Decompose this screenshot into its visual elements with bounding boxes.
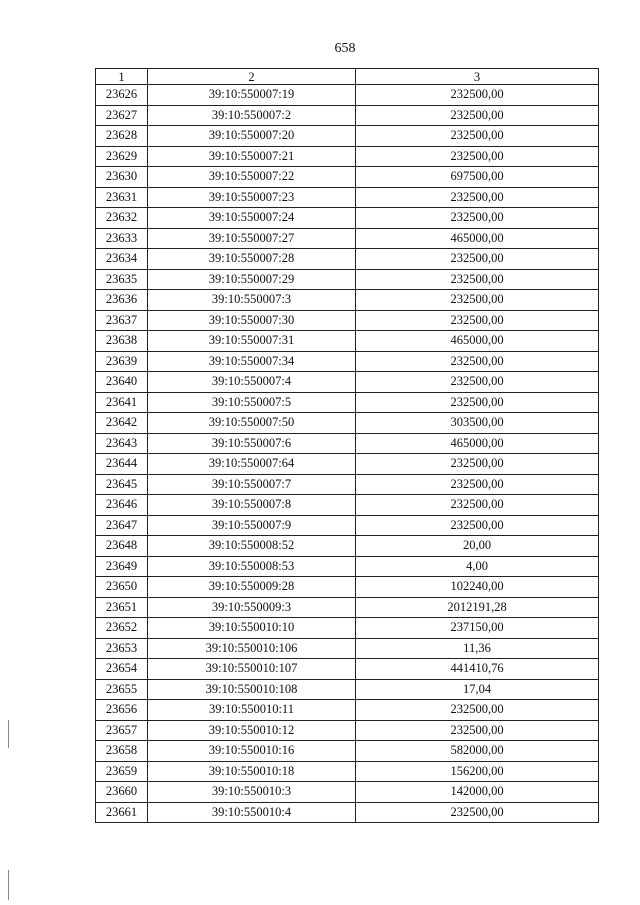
value-cell: 232500,00 xyxy=(356,474,599,495)
table-row xyxy=(96,474,599,495)
cadastral-number-cell: 39:10:550007:50 xyxy=(148,413,356,434)
cadastral-number-cell: 39:10:550007:3 xyxy=(148,290,356,311)
cadastral-number-cell: 39:10:550007:28 xyxy=(148,249,356,270)
table-row xyxy=(96,597,599,618)
row-number-cell: 23659 xyxy=(96,761,148,782)
cadastral-number-cell: 39:10:550010:106 xyxy=(148,638,356,659)
row-number-cell: 23637 xyxy=(96,310,148,331)
cadastral-number-cell: 39:10:550010:11 xyxy=(148,700,356,721)
row-number-cell: 23634 xyxy=(96,249,148,270)
value-cell: 232500,00 xyxy=(356,454,599,475)
column-header-1: 1 xyxy=(96,69,148,85)
table-row xyxy=(96,638,599,659)
cadastral-number-cell: 39:10:550007:22 xyxy=(148,167,356,188)
value-cell: 232500,00 xyxy=(356,208,599,229)
value-cell: 232500,00 xyxy=(356,249,599,270)
cadastral-number-cell: 39:10:550007:6 xyxy=(148,433,356,454)
table-row xyxy=(96,146,599,167)
table-row xyxy=(96,577,599,598)
cadastral-number-cell: 39:10:550010:16 xyxy=(148,741,356,762)
table-row xyxy=(96,208,599,229)
value-cell: 17,04 xyxy=(356,679,599,700)
row-number-cell: 23652 xyxy=(96,618,148,639)
cadastral-number-cell: 39:10:550010:10 xyxy=(148,618,356,639)
row-number-cell: 23627 xyxy=(96,105,148,126)
table-row xyxy=(96,433,599,454)
cadastral-number-cell: 39:10:550007:23 xyxy=(148,187,356,208)
row-number-cell: 23649 xyxy=(96,556,148,577)
table-row xyxy=(96,392,599,413)
table-row xyxy=(96,126,599,147)
row-number-cell: 23654 xyxy=(96,659,148,680)
value-cell: 237150,00 xyxy=(356,618,599,639)
row-number-cell: 23653 xyxy=(96,638,148,659)
table-row xyxy=(96,741,599,762)
cadastral-number-cell: 39:10:550010:4 xyxy=(148,802,356,823)
row-number-cell: 23635 xyxy=(96,269,148,290)
cadastral-number-cell: 39:10:550009:28 xyxy=(148,577,356,598)
cadastral-number-cell: 39:10:550007:24 xyxy=(148,208,356,229)
column-header-3: 3 xyxy=(356,69,599,85)
cadastral-number-cell: 39:10:550010:12 xyxy=(148,720,356,741)
value-cell: 232500,00 xyxy=(356,700,599,721)
value-cell: 232500,00 xyxy=(356,105,599,126)
cadastral-number-cell: 39:10:550007:27 xyxy=(148,228,356,249)
row-number-cell: 23632 xyxy=(96,208,148,229)
value-cell: 465000,00 xyxy=(356,331,599,352)
value-cell: 441410,76 xyxy=(356,659,599,680)
value-cell: 232500,00 xyxy=(356,290,599,311)
cadastral-number-cell: 39:10:550007:21 xyxy=(148,146,356,167)
value-cell: 20,00 xyxy=(356,536,599,557)
row-number-cell: 23636 xyxy=(96,290,148,311)
cadastral-number-cell: 39:10:550007:7 xyxy=(148,474,356,495)
value-cell: 102240,00 xyxy=(356,577,599,598)
value-cell: 232500,00 xyxy=(356,146,599,167)
row-number-cell: 23626 xyxy=(96,85,148,106)
row-number-cell: 23638 xyxy=(96,331,148,352)
cadastral-number-cell: 39:10:550007:30 xyxy=(148,310,356,331)
value-cell: 582000,00 xyxy=(356,741,599,762)
value-cell: 232500,00 xyxy=(356,310,599,331)
table-row xyxy=(96,536,599,557)
value-cell: 465000,00 xyxy=(356,433,599,454)
table-row xyxy=(96,167,599,188)
table-row xyxy=(96,515,599,536)
registry-table xyxy=(95,68,599,823)
table-row xyxy=(96,700,599,721)
table-row xyxy=(96,556,599,577)
cadastral-number-cell: 39:10:550008:53 xyxy=(148,556,356,577)
table-row xyxy=(96,720,599,741)
row-number-cell: 23661 xyxy=(96,802,148,823)
cadastral-number-cell: 39:10:550007:29 xyxy=(148,269,356,290)
table-row xyxy=(96,331,599,352)
table-row xyxy=(96,228,599,249)
value-cell: 232500,00 xyxy=(356,802,599,823)
row-number-cell: 23645 xyxy=(96,474,148,495)
value-cell: 232500,00 xyxy=(356,187,599,208)
table-row xyxy=(96,187,599,208)
page-number: 658 xyxy=(334,41,356,56)
table-row xyxy=(96,249,599,270)
table-row xyxy=(96,413,599,434)
row-number-cell: 23640 xyxy=(96,372,148,393)
table-row xyxy=(96,802,599,823)
row-number-cell: 23642 xyxy=(96,413,148,434)
row-number-cell: 23631 xyxy=(96,187,148,208)
table-row xyxy=(96,85,599,106)
row-number-cell: 23658 xyxy=(96,741,148,762)
table-row xyxy=(96,269,599,290)
table-header-row xyxy=(96,69,599,85)
cadastral-number-cell: 39:10:550007:64 xyxy=(148,454,356,475)
cadastral-number-cell: 39:10:550007:8 xyxy=(148,495,356,516)
value-cell: 232500,00 xyxy=(356,372,599,393)
value-cell: 2012191,28 xyxy=(356,597,599,618)
value-cell: 232500,00 xyxy=(356,85,599,106)
row-number-cell: 23629 xyxy=(96,146,148,167)
row-number-cell: 23655 xyxy=(96,679,148,700)
value-cell: 303500,00 xyxy=(356,413,599,434)
table-row xyxy=(96,659,599,680)
value-cell: 465000,00 xyxy=(356,228,599,249)
table-row xyxy=(96,351,599,372)
value-cell: 232500,00 xyxy=(356,351,599,372)
cadastral-number-cell: 39:10:550007:9 xyxy=(148,515,356,536)
table-row xyxy=(96,372,599,393)
table-row xyxy=(96,679,599,700)
value-cell: 156200,00 xyxy=(356,761,599,782)
value-cell: 232500,00 xyxy=(356,495,599,516)
table-row xyxy=(96,290,599,311)
table-row xyxy=(96,782,599,803)
table-row xyxy=(96,310,599,331)
row-number-cell: 23648 xyxy=(96,536,148,557)
value-cell: 232500,00 xyxy=(356,720,599,741)
row-number-cell: 23651 xyxy=(96,597,148,618)
cadastral-number-cell: 39:10:550007:5 xyxy=(148,392,356,413)
row-number-cell: 23657 xyxy=(96,720,148,741)
table-row xyxy=(96,105,599,126)
row-number-cell: 23656 xyxy=(96,700,148,721)
row-number-cell: 23639 xyxy=(96,351,148,372)
table-row xyxy=(96,618,599,639)
cadastral-number-cell: 39:10:550010:18 xyxy=(148,761,356,782)
row-number-cell: 23644 xyxy=(96,454,148,475)
table-row xyxy=(96,761,599,782)
table-row xyxy=(96,495,599,516)
value-cell: 142000,00 xyxy=(356,782,599,803)
row-number-cell: 23643 xyxy=(96,433,148,454)
margin-mark xyxy=(8,870,9,900)
value-cell: 4,00 xyxy=(356,556,599,577)
value-cell: 232500,00 xyxy=(356,515,599,536)
cadastral-number-cell: 39:10:550009:3 xyxy=(148,597,356,618)
cadastral-number-cell: 39:10:550010:107 xyxy=(148,659,356,680)
row-number-cell: 23633 xyxy=(96,228,148,249)
row-number-cell: 23660 xyxy=(96,782,148,803)
cadastral-number-cell: 39:10:550007:19 xyxy=(148,85,356,106)
value-cell: 697500,00 xyxy=(356,167,599,188)
cadastral-number-cell: 39:10:550007:20 xyxy=(148,126,356,147)
value-cell: 232500,00 xyxy=(356,269,599,290)
cadastral-number-cell: 39:10:550007:34 xyxy=(148,351,356,372)
margin-mark xyxy=(8,720,9,748)
row-number-cell: 23641 xyxy=(96,392,148,413)
value-cell: 11,36 xyxy=(356,638,599,659)
row-number-cell: 23630 xyxy=(96,167,148,188)
table-row xyxy=(96,454,599,475)
row-number-cell: 23628 xyxy=(96,126,148,147)
cadastral-number-cell: 39:10:550010:108 xyxy=(148,679,356,700)
row-number-cell: 23646 xyxy=(96,495,148,516)
cadastral-number-cell: 39:10:550007:31 xyxy=(148,331,356,352)
row-number-cell: 23650 xyxy=(96,577,148,598)
row-number-cell: 23647 xyxy=(96,515,148,536)
cadastral-number-cell: 39:10:550008:52 xyxy=(148,536,356,557)
cadastral-number-cell: 39:10:550007:4 xyxy=(148,372,356,393)
value-cell: 232500,00 xyxy=(356,392,599,413)
column-header-2: 2 xyxy=(148,69,356,85)
cadastral-number-cell: 39:10:550010:3 xyxy=(148,782,356,803)
value-cell: 232500,00 xyxy=(356,126,599,147)
cadastral-number-cell: 39:10:550007:2 xyxy=(148,105,356,126)
